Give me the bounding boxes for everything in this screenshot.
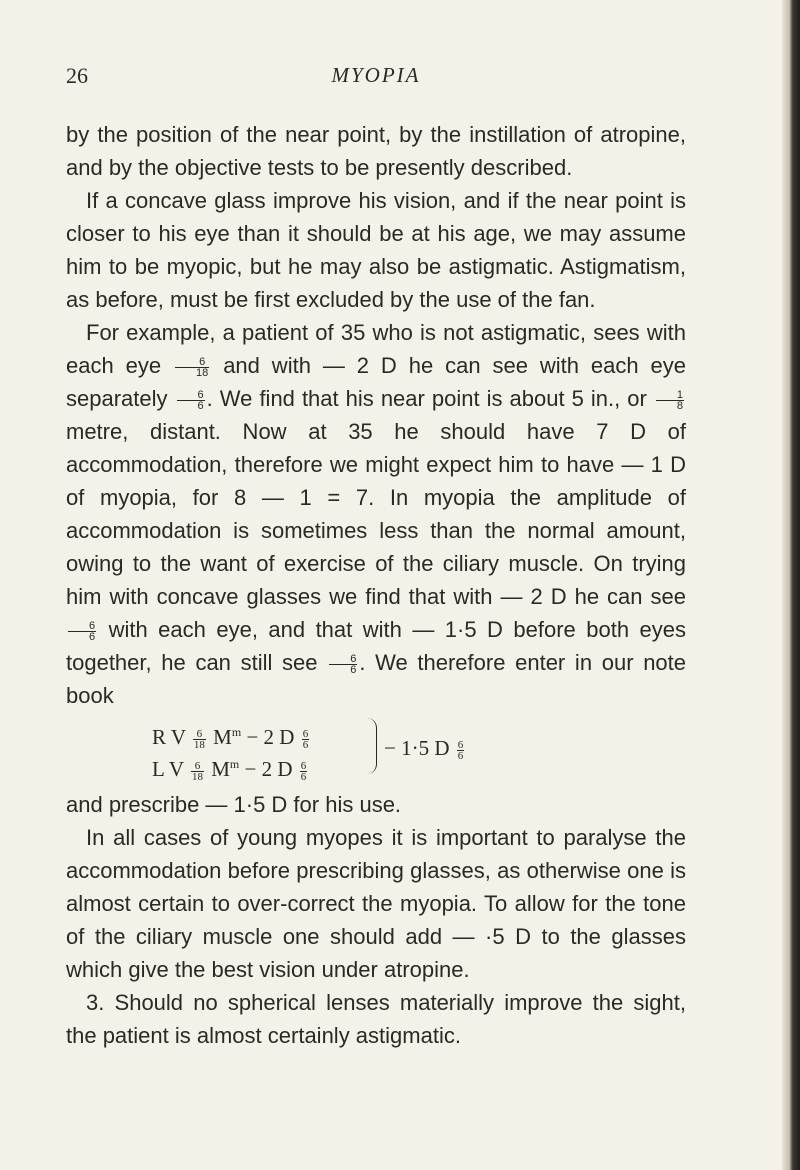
- page-header: [66, 63, 686, 103]
- paragraph-1: by the position of the near point, by the instillation of atropine, and by the objective tests to be presently described.: [66, 122, 686, 180]
- paragraph-3: [66, 316, 686, 712]
- paragraph-3-part-c: . We find that his near point is about 5 in., or: [206, 386, 647, 411]
- formula-result: − 1·5 D $\frac{6}{6}$: [384, 736, 464, 762]
- formula-row-left-eye: L V $\frac{6}{18}$ $M^m - 2$ D $\frac{6}{6}$: [152, 757, 307, 783]
- paragraph-4: and prescribe — 1·5 D for his use.: [66, 792, 402, 817]
- page-edge: [782, 0, 800, 1170]
- fraction-six-sixths: $\frac{6}{6}$: [177, 390, 205, 411]
- body-text: [66, 118, 686, 1052]
- formula-brace: [366, 718, 377, 774]
- fraction-one-eighth: $\frac{1}{8}$: [656, 390, 684, 411]
- paragraph-3-part-e: with each eye, and that with — 1·5 D before both eyes together, he can still see: [66, 617, 686, 675]
- prescription-formula: [66, 712, 686, 788]
- paragraph-6: 3. Should no spherical lenses materially improve the sight, the patient is almost certainly astigmatic.: [66, 990, 686, 1048]
- page-number: 26: [66, 63, 88, 88]
- fraction-six-sixths: $\frac{6}{6}$: [329, 654, 357, 675]
- formula-row-right-eye: R V $\frac{6}{18}$ $M^m - 2$ D $\frac{6}{6}$: [152, 725, 309, 751]
- fraction-six-eighteenths: $\frac{6}{18}$: [175, 357, 209, 378]
- paragraph-3-part-b: and with — 2 D he can see with each eye separately: [66, 353, 686, 411]
- paragraph-3-part-f: . We therefore enter in our note book: [66, 650, 687, 708]
- running-title: MYOPIA: [331, 63, 421, 87]
- paragraph-3-part-d: metre, distant. Now at 35 he should have 7 D of accommodation, therefore we might expect him to have — 1 D of myopia, for 8 — 1 = 7. In myopia the amplitude of accommodation is sometimes less than the normal amount, owing to the want of exercise of the ciliary muscle. On trying him with concave glasses we find that with — 2 D he can see: [66, 419, 686, 609]
- paragraph-2: If a concave glass improve his vision, and if the near point is closer to his eye than it should be at his age, we may assume him to be myopic, but he may also be astigmatic. Astigmatism, as before, must be first excluded by the use of the fan.: [66, 188, 686, 312]
- paragraph-3-part-a: For example, a patient of 35 who is not astigmatic, sees with each eye: [66, 320, 686, 378]
- paragraph-5: In all cases of young myopes it is important to paralyse the accommodation before prescribing glasses, as otherwise one is almost certain to over-correct the myopia. To allow for the tone of the ciliary muscle one should add — ·5 D to the glasses which give the best vision under atropine.: [66, 825, 686, 982]
- fraction-six-sixths: $\frac{6}{6}$: [68, 621, 96, 642]
